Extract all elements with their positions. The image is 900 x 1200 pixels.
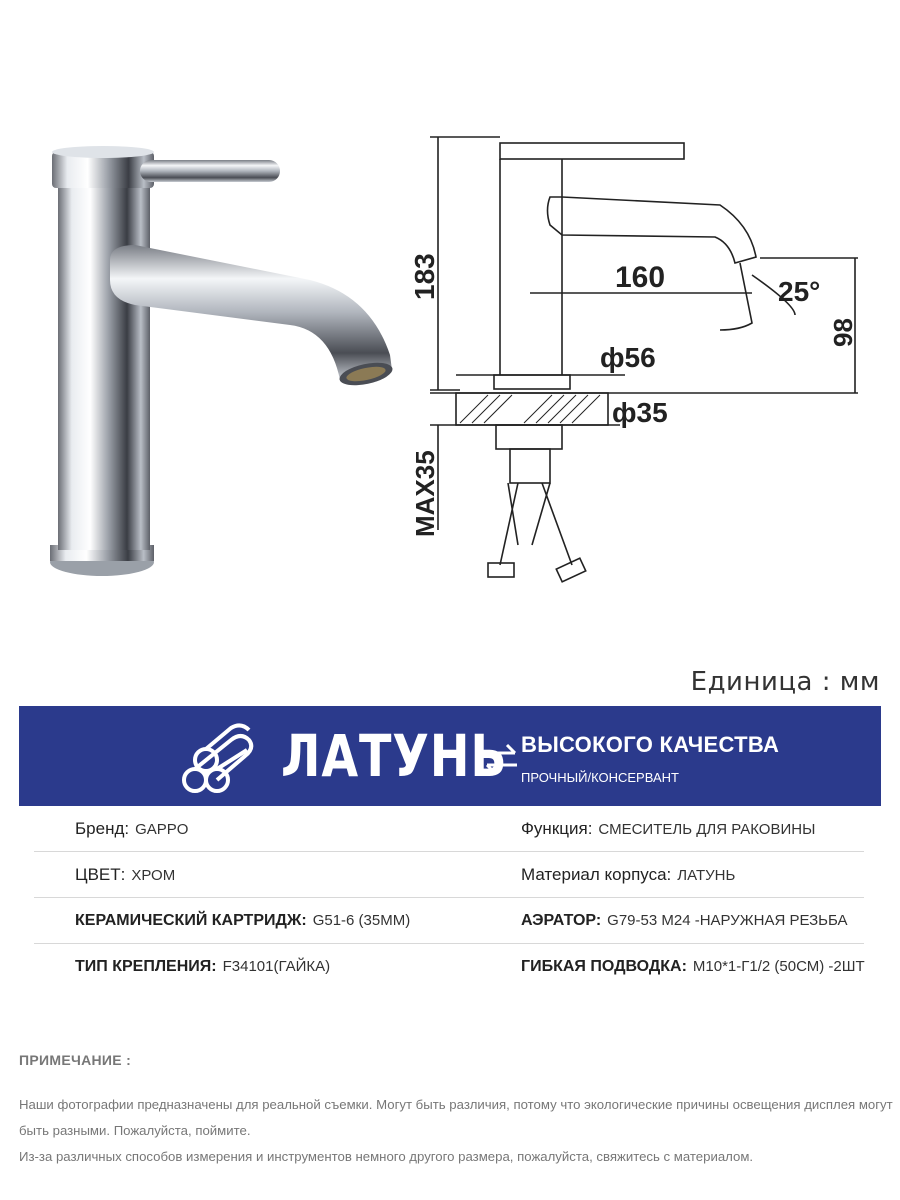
specs-table [34,806,864,989]
dim-160: 160 [615,261,666,294]
quality-title: ВЫСОКОГО КАЧЕСТВА [521,732,780,757]
dim-hole-diameter: ф35 [612,397,668,428]
spec-label: Функция: [521,818,593,838]
dim-base-diameter: ф56 [600,342,656,373]
spec-label: Материал корпуса: [521,864,672,884]
spec-row [34,806,864,852]
spec-value: F34101(ГАЙКА) [222,957,331,975]
spec-label: АЭРАТОР: [521,911,602,929]
spec-hose [481,958,864,976]
dimension-drawing [400,125,870,595]
spec-cartridge [34,912,481,930]
faucet-photo [40,130,420,600]
spec-label: ЦВЕТ: [75,864,126,884]
spec-label: Бренд: [75,818,130,838]
note-heading: ПРИМЕЧАНИЕ : [19,1052,132,1068]
spec-brand [34,819,481,839]
spec-function [481,819,864,839]
spec-value: G79-53 M24 -НАРУЖНАЯ РЕЗЬБА [607,911,848,929]
note-line: быть разными. Пожалуйста, поймите. [19,1123,251,1138]
spec-value: ХРОМ [131,866,176,884]
spec-value: G51-6 (35ММ) [312,911,411,929]
spec-body-material [481,865,864,885]
spec-value: ЛАТУНЬ [677,866,736,884]
spec-value: GAPPO [135,820,189,838]
dim-183: 183 [409,253,440,300]
brass-pipes-icon [179,720,265,796]
dim-angle: 25° [778,276,821,307]
spec-row [34,898,864,944]
spec-label: ТИП КРЕПЛЕНИЯ: [75,957,217,975]
note-line: Из-за различных способов измерения и инструментов немного другого размера, пожалуйста, свяжитесь с материалом. [19,1149,754,1164]
note-line: Наши фотографии предназначены для реальной съемки. Могут быть различия, потому что экологические причины освещения дисплея могут [19,1097,893,1112]
unit-label: Единица : мм [690,667,880,697]
dim-98: 98 [828,318,858,347]
spec-label: ГИБКАЯ ПОДВОДКА: [521,957,687,975]
spec-value: M10*1-Г1/2 (50СМ) -2ШТ [692,957,865,975]
dim-max35: MAX35 [410,450,440,537]
swap-arrows-icon [481,742,521,776]
spec-mount [34,958,481,976]
spec-label: КЕРАМИЧЕСКИЙ КАРТРИДЖ: [75,911,307,929]
material-title: ЛАТУНЬ [281,722,508,790]
spec-value: СМЕСИТЕЛЬ ДЛЯ РАКОВИНЫ [598,820,816,838]
material-banner [19,706,881,806]
quality-subtitle: ПРОЧНЫЙ/КОНСЕРВАНТ [521,770,679,785]
spec-color [34,865,481,885]
spec-row [34,852,864,898]
spec-row [34,944,864,989]
spec-aerator [481,912,864,930]
